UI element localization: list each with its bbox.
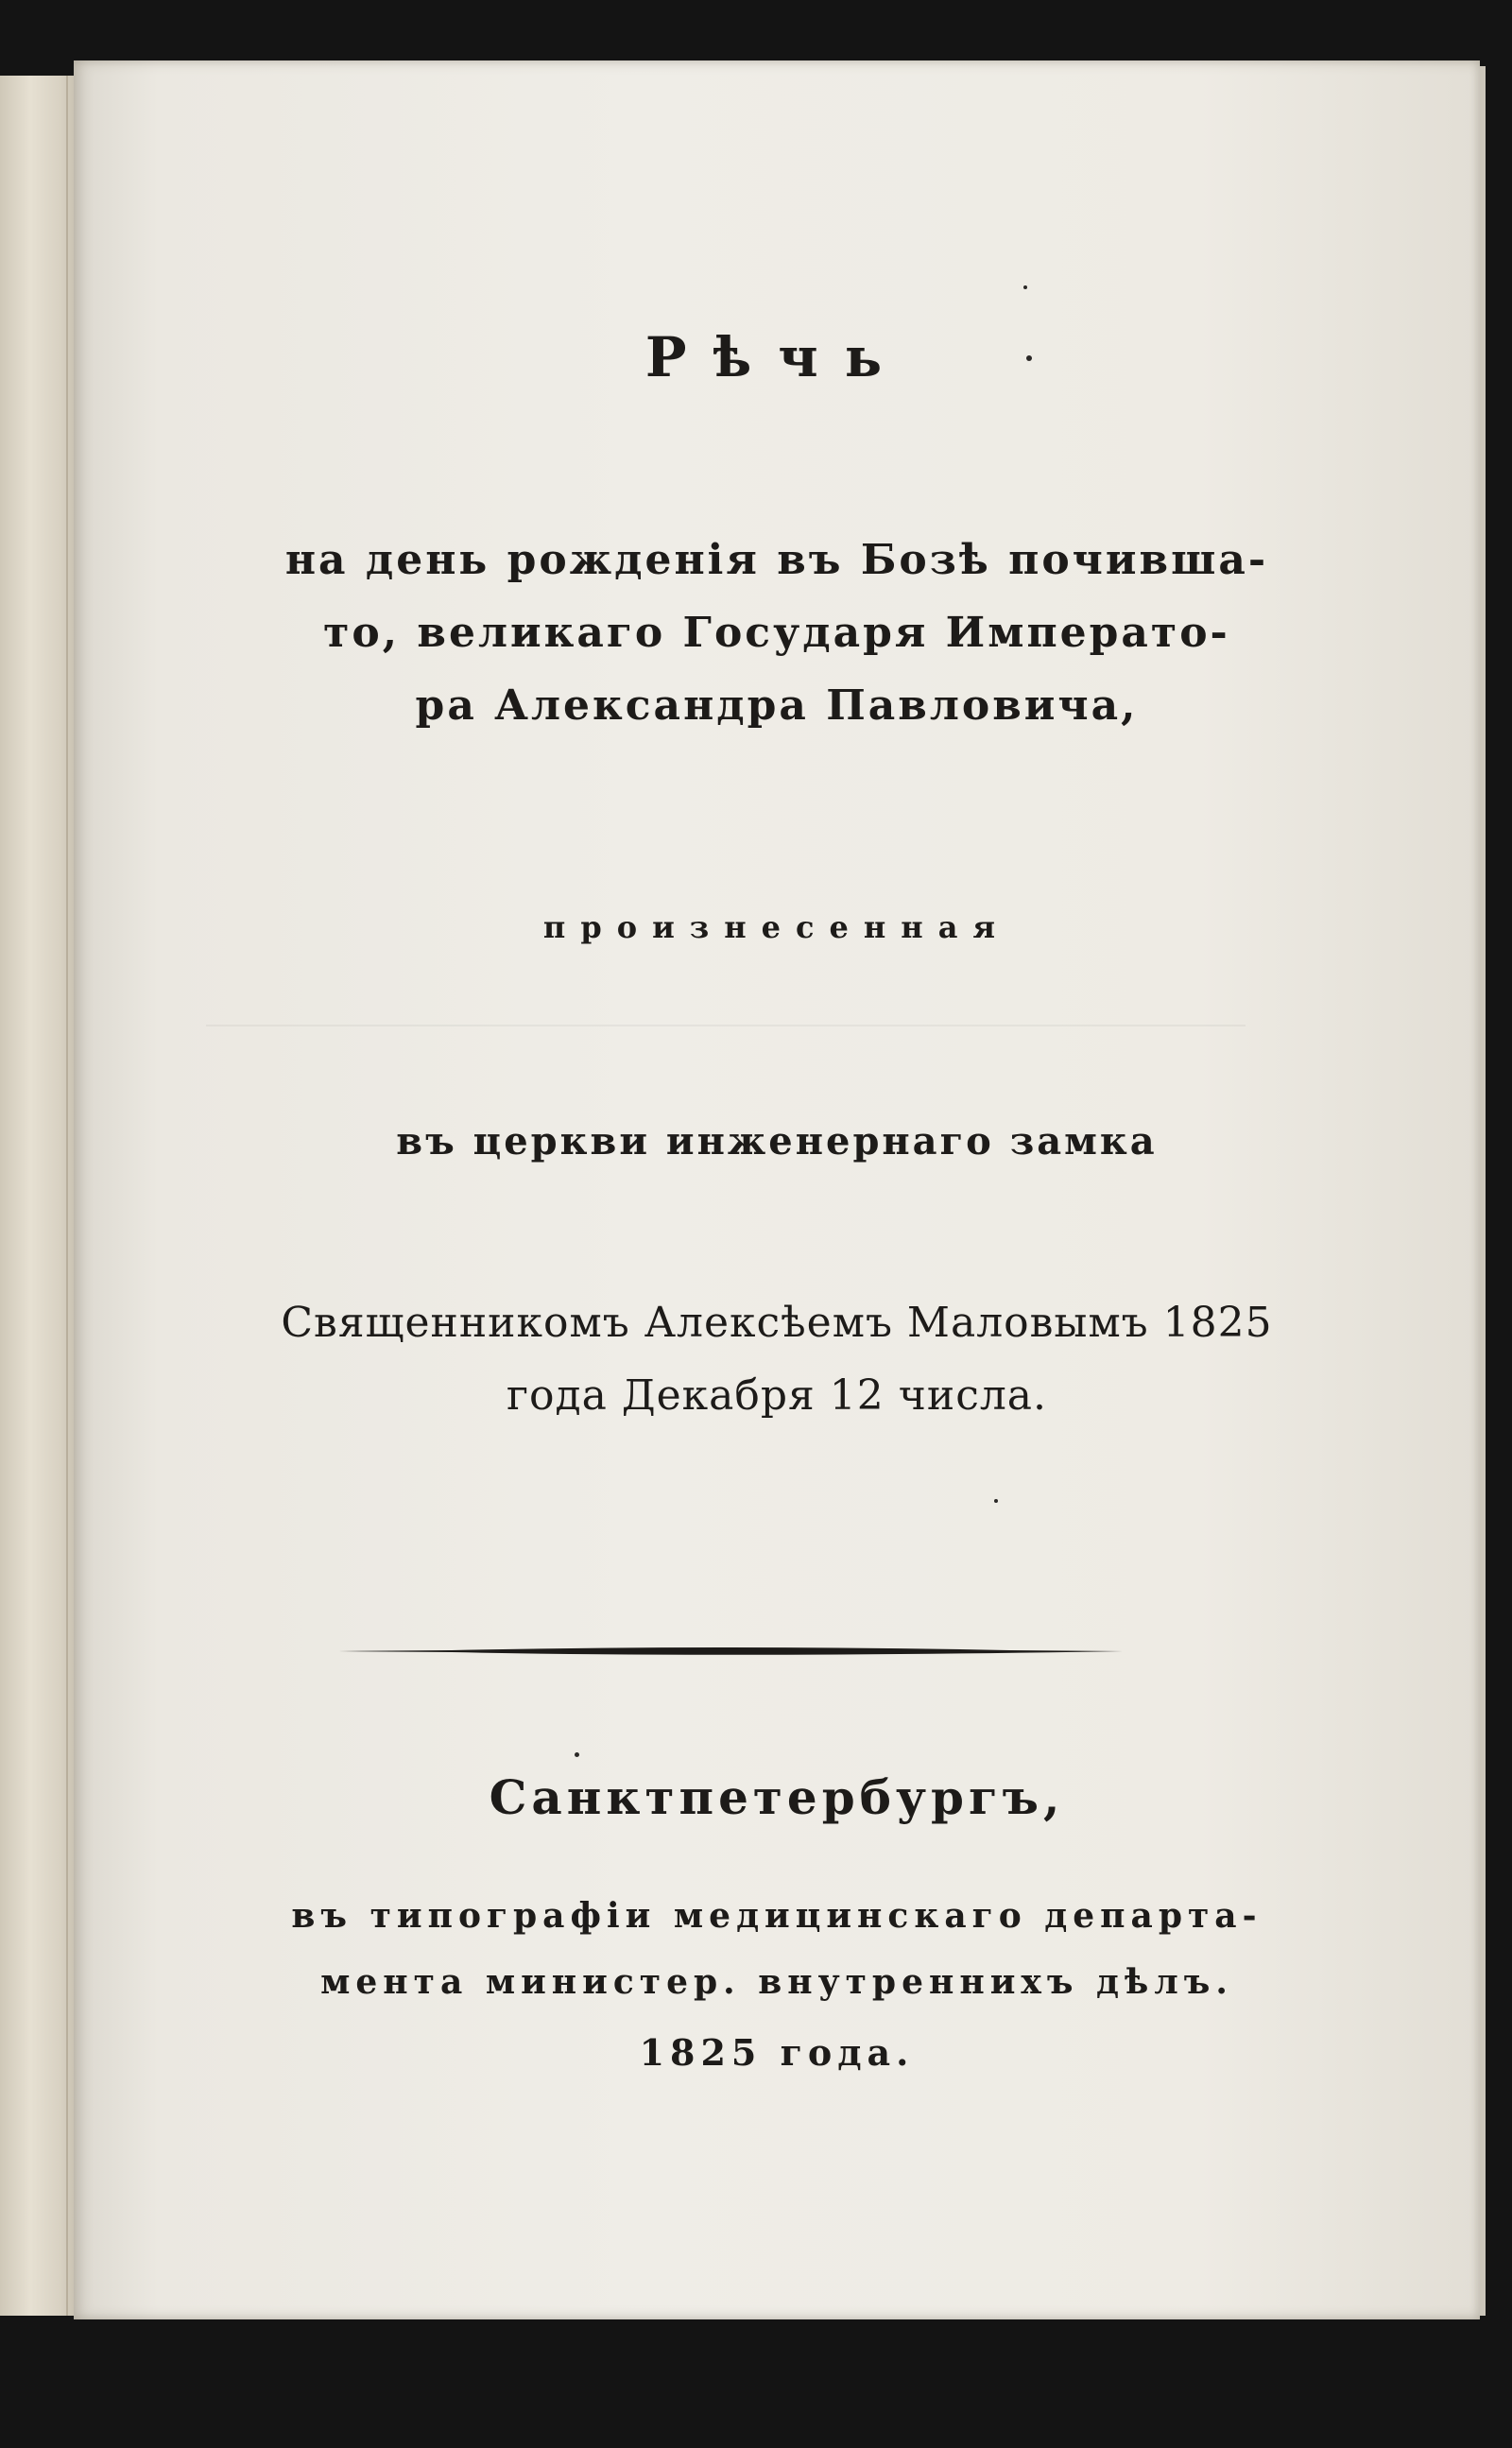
page-title: Рѣчь: [644, 325, 909, 389]
bleed-through: [206, 1025, 1246, 1026]
date-line: года Декабря 12 числа.: [507, 1371, 1047, 1420]
subtitle-line: то, великаго Государя Императо-: [323, 609, 1230, 657]
subtitle-line: на день рожденія въ Бозѣ почивша-: [284, 536, 1269, 584]
pronounced-label: произнесенная: [542, 909, 1011, 945]
subtitle-line: ра Александра Павловича,: [415, 681, 1139, 730]
ink-speck: [1023, 285, 1027, 289]
author-line: Священникомъ Алексѣемъ Маловымъ 1825: [281, 1299, 1273, 1347]
printer-line: мента министер. внутреннихъ дѣлъ.: [320, 1962, 1233, 2002]
imprint-city: Санктпетербургъ,: [489, 1769, 1065, 1825]
church-line: въ церкви инженернаго замка: [396, 1119, 1158, 1164]
printer-line: въ типографіи медицинскаго департа-: [291, 1896, 1263, 1936]
ink-speck: [575, 1752, 579, 1757]
title-page: [74, 60, 1480, 2319]
decorative-rule: [338, 1645, 1123, 1658]
ink-speck: [994, 1499, 998, 1503]
imprint-year: 1825 года.: [639, 2031, 915, 2074]
